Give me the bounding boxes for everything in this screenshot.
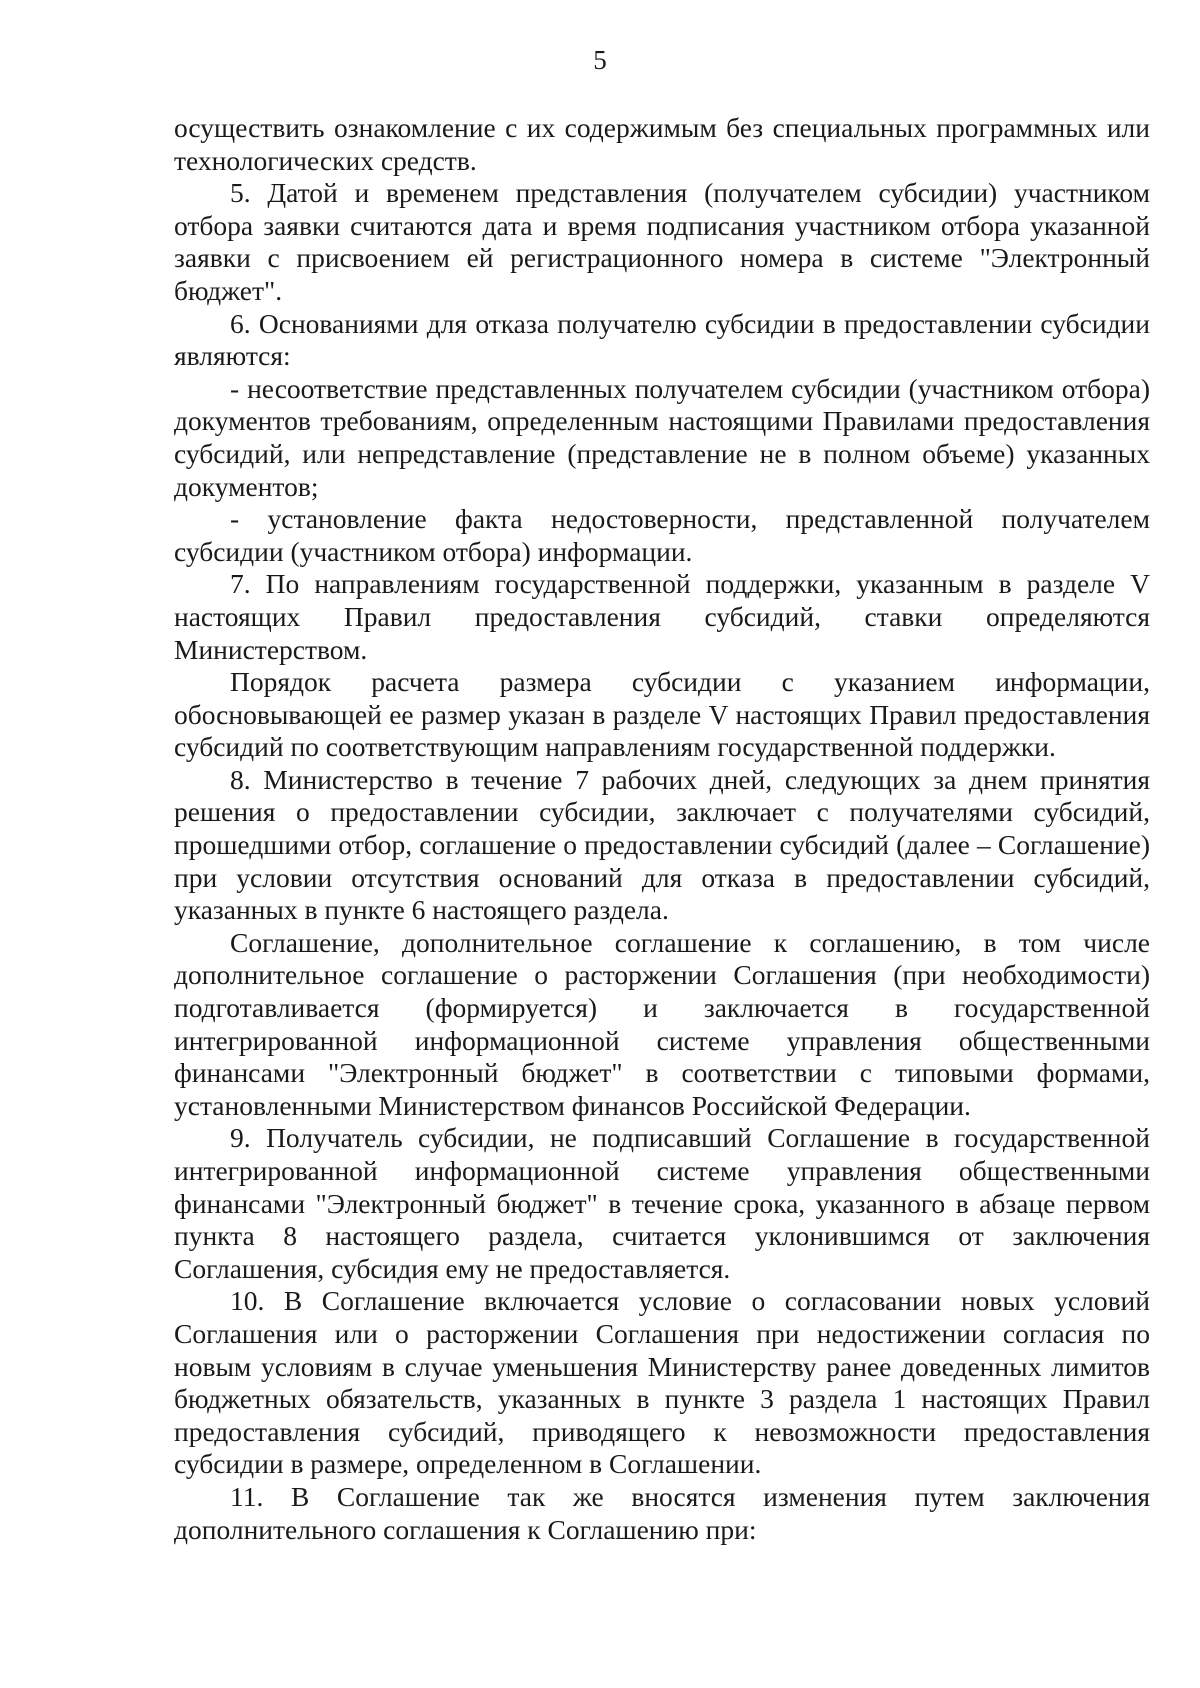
document-body — [174, 112, 1150, 1546]
paragraph-item-5: 5. Датой и временем представления (получателем субсидии) участником отбора заявки считаются дата и время подписания участником отбора указанной заявки с присвоением ей регистрационного номера в системе "Электронный бюджет". — [174, 177, 1150, 306]
paragraph-item-7: 7. По направлениям государственной поддержки, указанным в разделе V настоящих Правил предоставления субсидий, ставки определяются Министерством. — [174, 568, 1150, 665]
paragraph-item-7-calculation: Порядок расчета размера субсидии с указанием информации, обосновывающей ее размер указан в разделе V настоящих Правил предоставления субсидий по соответствующим направлениям государственной поддержки. — [174, 666, 1150, 763]
paragraph-item-10: 10. В Соглашение включается условие о согласовании новых условий Соглашения или о расторжении Соглашения при недостижении согласия по новым условиям в случае уменьшения Министерству ранее доведенных лимитов бюджетных обязательств, указанных в пункте 3 раздела 1 настоящих Правил предоставления субсидий, приводящего к невозможности предоставления субсидии в размере, определенном в Соглашении. — [174, 1285, 1150, 1480]
paragraph-item-6-bullet-2: - установление факта недостоверности, представленной получателем субсидии (участником отбора) информации. — [174, 503, 1150, 567]
paragraph-item-6-bullet-1: - несоответствие представленных получателем субсидии (участником отбора) документов требованиям, определенным настоящими Правилами предоставления субсидий, или непредставление (представление не в полном объеме) указанных документов; — [174, 372, 1150, 502]
paragraph-item-11: 11. В Соглашение так же вносятся изменения путем заключения дополнительного соглашения к Соглашению при: — [174, 1480, 1150, 1545]
page-number: 5 — [593, 45, 607, 75]
paragraph-item-8: 8. Министерство в течение 7 рабочих дней, следующих за днем принятия решения о предоставлении субсидии, заключает с получателями субсидий, прошедшими отбор, соглашение о предоставлении субсидий (далее – Соглашение) при условии отсутствия оснований для отказа в предоставлении субсидий, указанных в пункте 6 настоящего раздела. — [174, 763, 1150, 926]
paragraph-continuation: осуществить ознакомление с их содержимым без специальных программных или технологических средств. — [174, 112, 1150, 176]
paragraph-item-9: 9. Получатель субсидии, не подписавший Соглашение в государственной интегрированной информационной системе управления общественными финансами "Электронный бюджет" в течение срока, указанного в абзаце первом пункта 8 настоящего раздела, считается уклонившимся от заключения Соглашения, субсидия ему не предоставляется. — [174, 1122, 1150, 1284]
paragraph-item-8-agreement: Соглашение, дополнительное соглашение к соглашению, в том числе дополнительное соглашение о расторжении Соглашения (при необходимости) подготавливается (формируется) и заключается в государственной интегрированной информационной системе управления общественными финансами "Электронный бюджет" в соответствии с типовыми формами, установленными Министерством финансов Российской Федерации. — [174, 926, 1150, 1121]
paragraph-item-6: 6. Основаниями для отказа получателю субсидии в предоставлении субсидии являются: — [174, 307, 1150, 372]
